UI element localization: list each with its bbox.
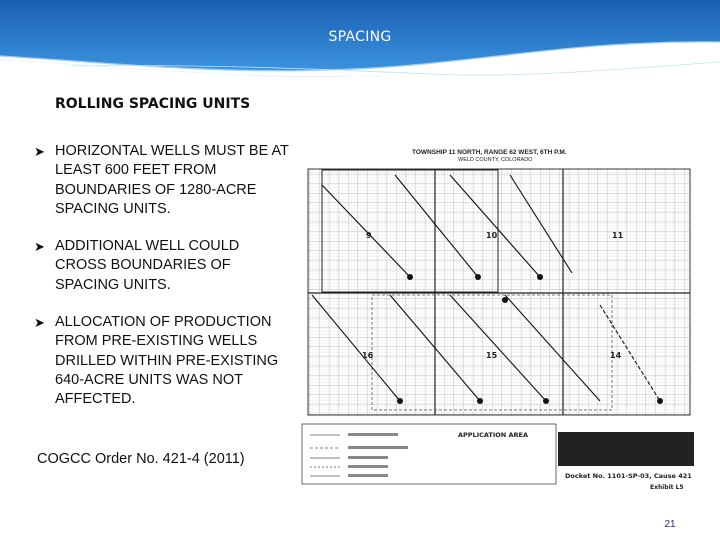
bullet-item <box>34 313 294 409</box>
section-number-label: 15 <box>486 351 498 360</box>
bullet-text: HORIZONTAL WELLS MUST BE AT LEAST 600 FEET FROM BOUNDARIES OF 1280-ACRE SPACING UNITS. <box>55 143 289 217</box>
section-heading: ROLLING SPACING UNITS <box>55 96 251 112</box>
bullet-text: ALLOCATION OF PRODUCTION FROM PRE-EXISTING WELLS DRILLED WITHIN PRE-EXISTING 640-ACRE UNITS WAS NOT AFFECTED. <box>55 314 279 408</box>
arrow-bullet-icon: ➤ <box>34 144 45 159</box>
map-title: TOWNSHIP 11 NORTH, RANGE 62 WEST, 6TH P.M. <box>412 149 567 156</box>
arrow-bullet-icon: ➤ <box>34 239 45 255</box>
bullet-item <box>34 237 294 295</box>
spacing-map-exhibit <box>300 145 698 495</box>
docket-number: Docket No. 1101-SP-03, Cause 421 <box>565 472 692 480</box>
section-number-label: 10 <box>486 231 498 240</box>
slide-title: SPACING <box>328 29 392 45</box>
docket-stamp-redaction <box>558 432 694 466</box>
exhibit-label: Exhibit L5 <box>650 484 684 491</box>
section-number-label: 16 <box>362 351 374 360</box>
bullet-text: ADDITIONAL WELL COULD CROSS BOUNDARIES OF SPACING UNITS. <box>55 238 240 293</box>
arrow-bullet-icon: ➤ <box>34 315 45 331</box>
order-citation: COGCC Order No. 421-4 (2011) <box>37 451 245 467</box>
section-number-label: 14 <box>610 351 622 360</box>
bullet-list <box>34 142 294 428</box>
section-number-label: 9 <box>366 231 372 240</box>
page-number: 21 <box>664 519 676 530</box>
map-drawing <box>300 145 698 495</box>
bullet-item <box>34 142 294 219</box>
legend-title: APPLICATION AREA <box>458 431 529 439</box>
header-banner <box>0 0 720 80</box>
section-number-label: 11 <box>612 231 624 240</box>
map-subtitle: WELD COUNTY, COLORADO <box>458 157 533 163</box>
